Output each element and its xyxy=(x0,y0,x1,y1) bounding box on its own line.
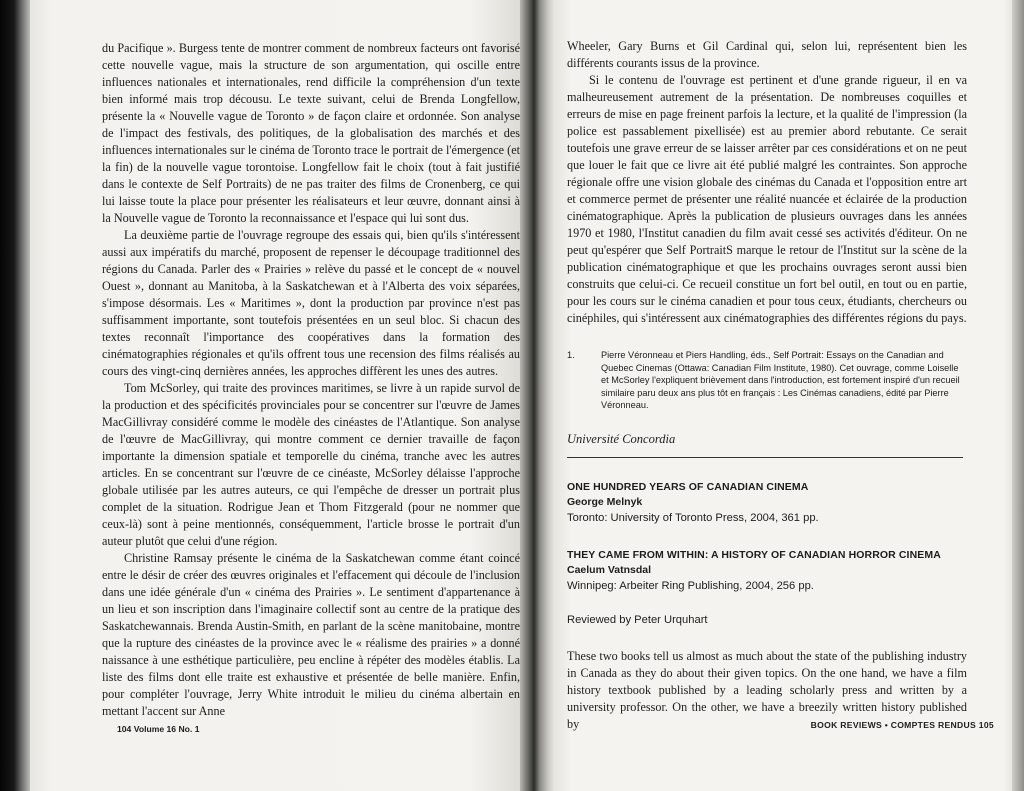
left-paragraph-1: du Pacifique ». Burgess tente de montrer comment de nombreux facteurs ont favorisé cette nouvelle vague, mais la structure de son argumentation, qui oscille entre influences nationales et internationales, rend difficile la compréhension d'un texte bien informé mais trop décousu. Le texte suivant, celui de Brenda Longfellow, présente la « Nouvelle vague de Toronto » de façon claire et ordonnée. Son analyse de l'impact des festivals, des politiques, de la globalisation des marchés et des influences internationales sur le cinéma de Toronto trace le portrait de l'émergence (et la fin) de la nouvelle vague torontoise. Longfellow fait le choix (tout à fait justifié dans le contexte de Self Portraits) de ne pas traiter des films de Cronenberg, ce qui lui laisse toute la place pour présenter les réalisateurs et leur œuvre, donnant ainsi à la Nouvelle vague de Toronto la reconnaissance et l'espace qui lui sont dus. xyxy=(102,41,520,225)
review-book-2-title: THEY CAME FROM WITHIN: A HISTORY OF CANADIAN HORROR CINEMA xyxy=(567,548,941,561)
reviewer-credit: Reviewed by Peter Urquhart xyxy=(567,613,708,626)
left-paragraph-4: Christine Ramsay présente le cinéma de la Saskatchewan comme étant coincé entre le désir de créer des œuvres originales et l'effacement qui découle de l'inclusion dans une idée générale d'un « cinéma des Prairies ». Le sentiment d'appartenance à un lieu et son inscription dans l'imaginaire collectif sont au centre de la pratique des Saskatchewannais. Brenda Austin-Smith, en parlant de la scène manitobaine, montre que la rupture des cinéastes de la province avec le « réalisme des prairies » a donné naissance à une esthétique particulière, peu encline à répéter des modèles établis. La liste des films dont elle traite est exhaustive et présentée de belle manière. Enfin, pour compléter l'ouvrage, Jerry White introduit le milieu du cinéma albertain en mettant l'accent sur Anne xyxy=(102,551,520,718)
left-page xyxy=(30,0,520,791)
footnote xyxy=(567,349,961,412)
left-paragraph-3: Tom McSorley, qui traite des provinces maritimes, se livre à un rapide survol de la production et des spécificités provinciales pour se concentrer sur l'œuvre de James MacGillivray considéré comme le modèle des cinéastes de l'Atlantique. Son analyse de l'œuvre de MacGillivray, qui montre comment ce dernier travaille de façon importante la dimension spatiale et temporelle du cinéma, tranche avec les autres articles. En se concentrant sur l'œuvre de ce cinéaste, McSorley délaisse l'approche globale utilisée par les autres auteurs, ce qui l'empêche de dresser un portrait plus complet de la situation. Rodrigue Jean et Thom Fitzgerald (pour ne nommer que ceux-là) sont à peine mentionnés, conséquemment, l'article brosse le portrait d'un auteur plutôt que celui d'une région. xyxy=(102,381,520,548)
review-book-1-author: George Melnyk xyxy=(567,495,643,508)
right-text-column xyxy=(567,38,967,733)
right-paragraph-2: Si le contenu de l'ouvrage est pertinent et d'une grande rigueur, il en va malheureusement autrement de la présentation. De nombreuses coquilles et erreurs de mise en page freinent parfois la lecture, et la qualité de l'impression (la police est passablement pixellisée) est au premier abord rebutante. Ce serait toutefois une grave erreur de se laisser arrêter par ces considérations et on ne peut que louer le fait que ce livre ait été publié malgré les contraintes. Son approche régionale offre une vision globale des cinémas du Canada et l'opposition entre art et commerce permet de présenter une réalité nuancée et éclairée de la production cinématographique. Après la publication de plusieurs ouvrages dans les années 1970 et 1980, l'Institut canadien du film avait cessé ses activités d'éditeur. On ne peut qu'espérer que Self PortraitS marque le retour de l'Institut sur la scène de la publication cinématographique et que les prochains ouvrages seront aussi bien construits que celui-ci. Ce recueil constitue un fort bel outil, en tout ou en partie, pour les cours sur le cinéma canadien et pour tous ceux, étudiants, chercheurs ou cinéphiles, qui s'intéressent aux cinématographies des différentes régions du pays. xyxy=(567,73,967,325)
left-page-folio: 104 Volume 16 No. 1 xyxy=(117,724,200,734)
footnote-number: 1. xyxy=(567,350,575,360)
review-book-2 xyxy=(567,548,967,594)
left-paragraph-2: La deuxième partie de l'ouvrage regroupe des essais qui, bien qu'ils s'intéressent aussi aux impératifs du marché, proposent de repenser le découpage traditionnel des régions du Canada. Parler des « Prairies » relève du passé et le concept de « nouvel Ouest », donnant au Manitoba, à la Saskatchewan et à l'Alberta des voix séparées, s'impose désormais. Les « Maritimes », dont la production par province n'est pas suffisamment importante, sont toutefois présentées en un seul bloc. Si chacun des textes reconnaît l'importance des coopératives dans la formation des cinématographies régionales et qu'ils offrent tous une recension des films réalisés au cours des vingt-cinq dernières années, les approches diffèrent les unes des autres. xyxy=(102,228,520,378)
section-divider xyxy=(567,457,963,458)
review-book-1-title: ONE HUNDRED YEARS OF CANADIAN CINEMA xyxy=(567,480,809,493)
review-book-1 xyxy=(567,480,967,526)
right-paragraph-1: Wheeler, Gary Burns et Gil Cardinal qui, selon lui, représentent bien les différents courants issus de la province. xyxy=(567,39,967,70)
review-book-1-publication: Toronto: University of Toronto Press, 2004, 361 pp. xyxy=(567,511,819,524)
footnote-text: Pierre Véronneau et Piers Handling, éds., Self Portrait: Essays on the Canadian and Quebec Cinemas (Ottawa: Canadian Film Institute, 1980). Cet ouvrage, comme Loiselle et McSorley l'expliquent brièvement dans l'introduction, est fortement inspiré d'un recueil similaire paru deux ans plus tôt en français : Les Cinémas canadiens, édité par Pierre Véronneau. xyxy=(601,350,960,411)
review-book-2-publication: Winnipeg: Arbeiter Ring Publishing, 2004, 256 pp. xyxy=(567,579,814,592)
right-page xyxy=(554,0,1024,791)
author-affiliation: Université Concordia xyxy=(567,431,676,446)
book-edge-right xyxy=(1012,0,1024,791)
book-edge-left xyxy=(0,0,30,791)
left-text-column xyxy=(102,40,520,720)
review-body-paragraph: These two books tell us almost as much about the state of the publishing industry in Canada as they do about their given topics. On the one hand, we have a film history textbook published by a leading scholarly press and written by a university professor. On the other, we have a breezily written history published by xyxy=(567,648,967,731)
right-page-folio: BOOK REVIEWS • COMPTES RENDUS 105 xyxy=(810,720,994,730)
review-book-2-author: Caelum Vatnsdal xyxy=(567,563,652,576)
book-gutter xyxy=(520,0,554,791)
